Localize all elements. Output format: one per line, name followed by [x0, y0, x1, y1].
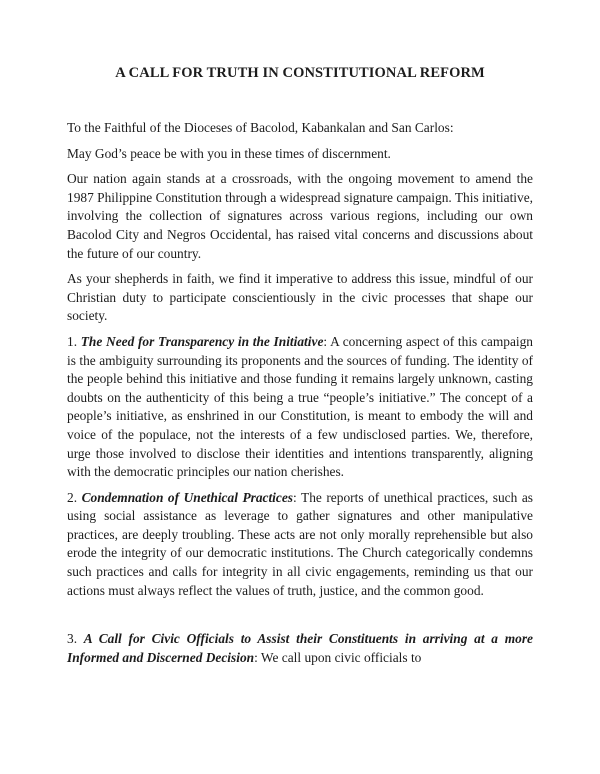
point-heading: Condemnation of Unethical Practices: [81, 489, 294, 505]
point-heading: The Need for Transparency in the Initiative: [80, 333, 324, 349]
point-text: : We call upon civic officials to: [254, 649, 422, 665]
point-transparency: [67, 333, 533, 482]
point-heading: A Call for Civic Officials to Assist their Constituents in arriving at a more Informed and Discerned Decision: [67, 631, 533, 665]
point-text: : A concerning aspect of this campaign is the ambiguity surrounding its proponents and the sources of funding. The identity of the people behind this initiative and those funding it remains largely unknown, casting doubts on the authenticity of this being a true “people’s initiative.” The concept of a people’s initiative, as enshrined in our Constitution, is meant to embody the will and voice of the populace, not the interests of a few undisclosed parties. We, therefore, urge those involved to disclose their identities and intentions transparently, aligning with the democratic principles our nation cherishes.: [67, 333, 533, 480]
document-title: A CALL FOR TRUTH IN CONSTITUTIONAL REFORM: [115, 65, 485, 81]
salutation: To the Faithful of the Dioceses of Bacolod, Kabankalan and San Carlos:: [67, 120, 454, 135]
intro-paragraph: Our nation again stands at a crossroads, with the ongoing movement to amend the 1987 Philippine Constitution through a widespread signature campaign. This initiative, involving the collection of signatures across various regions, including our own Bacolod City and Negros Occidental, has raised vital concerns and discussions about the future of our country.: [67, 171, 533, 261]
point-unethical-practices: [67, 489, 533, 601]
point-number: 2.: [67, 489, 82, 505]
document-body: [67, 119, 533, 674]
point-number: 1.: [67, 333, 81, 349]
duty-paragraph: As your shepherds in faith, we find it imperative to address this issue, mindful of our Christian duty to participate conscientiously in the civic processes that shape our society.: [67, 271, 533, 324]
point-civic-officials: [67, 630, 533, 667]
greeting: May God’s peace be with you in these times of discernment.: [67, 145, 391, 161]
point-number: 3.: [67, 631, 84, 647]
point-text: : The reports of unethical practices, such as using social assistance as leverage to gather signatures and other manipulative practices, are deeply troubling. These acts are not only morally reprehensible but also erode the integrity of our democratic institutions. The Church categorically condemns such practices and calls for integrity in all civic engagements, reminding us that our actions must always reflect the values of truth, justice, and the common good.: [67, 489, 533, 598]
